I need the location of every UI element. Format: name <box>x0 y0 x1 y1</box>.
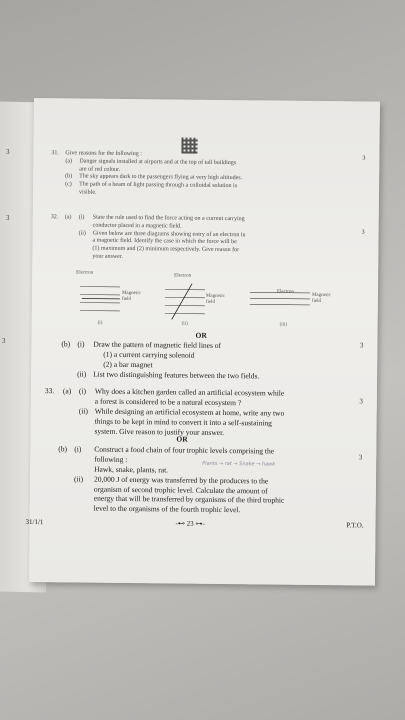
question-33b: (b) (i) Construct a food chain of four trophic levels comprising the following : Hawk, snake, plants, rat. (ii) 20,000 J of energy was transferred by the producers to the organism of second trophic level. Calculate the amount of energy that will be transferred by organisms of the third trophic level to the organisms of the fourth trophic level. <box>58 444 285 515</box>
exam-page <box>25 98 380 586</box>
label-magnetic: Magnetic <box>121 290 141 297</box>
marks-32b: 3 <box>359 341 364 350</box>
marks-33a: 3 <box>359 397 363 406</box>
marks-32a: 3 <box>361 229 365 236</box>
page-ornament-left: -⊷ <box>175 519 187 528</box>
pto-label: P.T.O. <box>346 521 364 530</box>
question-32b: (b) (i) Draw the pattern of magnetic field lines of (1) a current carrying solenoid (2) a bar magnet (ii) List two distinguishing features between the two fields. <box>61 339 260 381</box>
or-divider: OR <box>176 434 188 444</box>
question-stem: Give reasons for the following : <box>65 150 142 158</box>
question-31: 31. Give reasons for the following : (a) Danger signals installed at airports and at the top of tall buildings are of red colour. (b) The sky appears dark to the passengers flying at very high altitudes. (c) The path of a beam of light passing through a colloidal solution is visible. <box>51 150 243 196</box>
figure-caption: (ii) <box>181 321 188 327</box>
electron-field-diagrams <box>76 270 351 335</box>
label-electron: Electron <box>276 289 294 295</box>
prev-page-mark: 3 <box>2 337 6 345</box>
question-33a: 33. (a) (i) Why does a kitchen garden called an artificial ecosystem while a forest is considered to be a natural ecosystem ? (ii) While designing an artificial ecosystem at home, write any two things to be kept in mind to convert it into a self-sustaining system. Give reason to justify your answer. <box>44 386 285 437</box>
paper-code: 31/1/1 <box>25 517 44 527</box>
label-field: field <box>205 299 216 305</box>
figure-caption: (iii) <box>279 322 288 328</box>
handwritten-answer: Plants → rat → Snake → hawk <box>202 460 276 468</box>
prev-page-mark: 3 <box>6 148 10 156</box>
prev-page-mark: 3 <box>6 214 10 222</box>
label-electron: Electron <box>174 273 192 279</box>
diagram-svg <box>80 276 351 335</box>
question-32a: 32. (a) (i) State the rule used to find the force acting on a current carrying conductor placed in a magnetic field. (ii) Given below are three diagrams showing entry of an electron in a magnetic field. Identify the case in which the force will be (1) maximum and (2) minimum respectively. Give reason for your answer. <box>50 214 246 260</box>
label-field: field <box>311 298 322 305</box>
marks-33b: 3 <box>358 453 363 462</box>
page-number: -⊷ 23 ⊶- <box>175 519 205 528</box>
label-field: field <box>121 296 132 303</box>
page-ornament-right: ⊶- <box>193 519 205 528</box>
label-electron: Electron <box>76 270 94 276</box>
figure-caption: (i) <box>97 320 103 326</box>
marks-31: 3 <box>362 155 366 162</box>
label-magnetic: Magnetic <box>205 293 225 300</box>
label-magnetic: Magnetic <box>311 292 331 299</box>
or-divider: OR <box>195 330 207 340</box>
question-number: 31. <box>51 150 59 157</box>
